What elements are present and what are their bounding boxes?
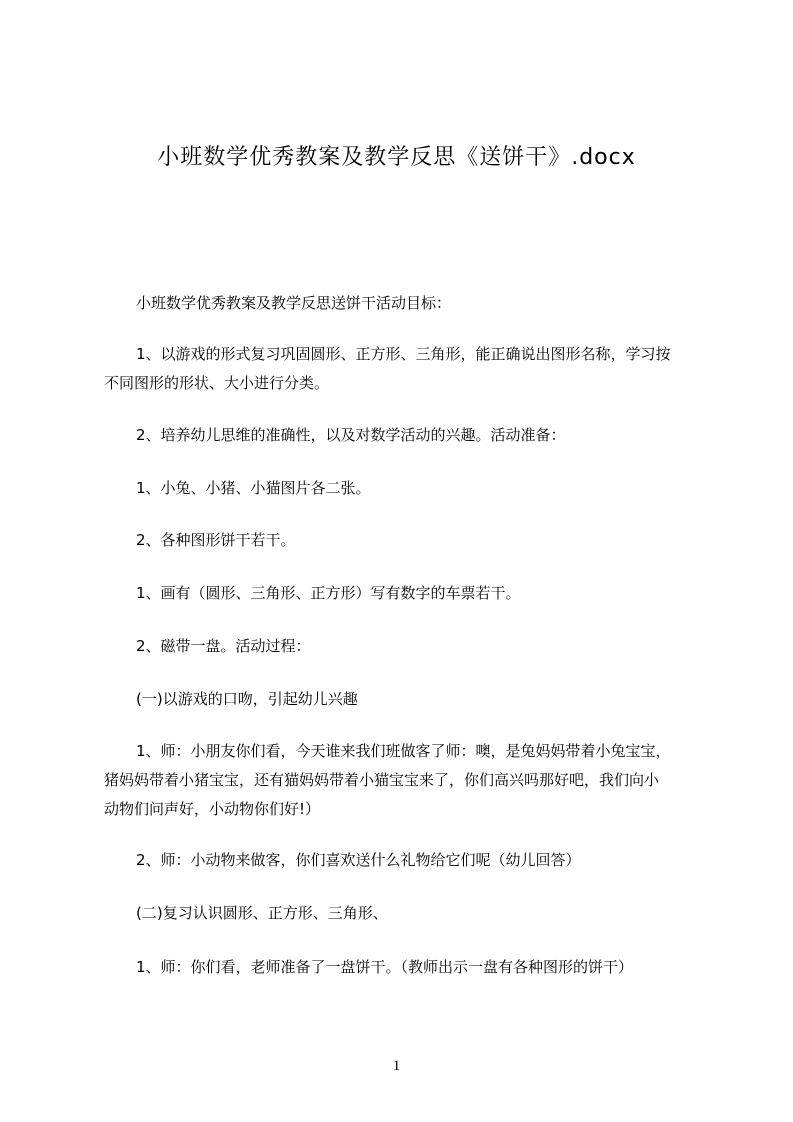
paragraph-line: (二)复习认识圆形、正方形、三角形、	[136, 904, 388, 922]
paragraph-line: 1、师：小朋友你们看，今天谁来我们班做客了师：噢，是兔妈妈带着小兔宝宝，	[136, 742, 671, 760]
paragraph-line: 1、以游戏的形式复习巩固圆形、正方形、三角形，能正确说出图形名称，学习按	[136, 345, 671, 363]
paragraph-line: 1、师：你们看，老师准备了一盘饼干。（教师出示一盘有各种图形的饼干）	[136, 958, 634, 976]
paragraph-step-1-1	[104, 737, 704, 824]
document-title: 小班数学优秀教案及教学反思《送饼干》.docx	[157, 145, 636, 170]
paragraph-line: 2、各种图形饼干若干。	[136, 531, 296, 549]
page-number: 1	[392, 1058, 401, 1074]
paragraph-prep-4	[104, 632, 704, 661]
paragraph-line: 小班数学优秀教案及教学反思送饼干活动目标：	[136, 294, 452, 312]
paragraph-step-2-1	[104, 953, 704, 982]
paragraph-prep-2	[104, 526, 704, 555]
paragraph-line: 2、磁带一盘。活动过程：	[136, 637, 311, 655]
paragraph-goal-1	[104, 340, 704, 398]
paragraph-step-2-heading	[104, 899, 704, 928]
paragraph-line: 2、培养幼儿思维的准确性，以及对数学活动的兴趣。活动准备：	[136, 426, 566, 444]
paragraph-line: 猪妈妈带着小猪宝宝，还有猫妈妈带着小猫宝宝来了，你们高兴吗那好吧，我们向小	[104, 771, 660, 789]
paragraph-line: 1、画有（圆形、三角形、正方形）写有数字的车票若干。	[136, 584, 521, 602]
paragraph-goal-2	[104, 421, 704, 450]
paragraph-line: 2、师：小动物来做客，你们喜欢送什么礼物给它们呢（幼儿回答）	[136, 851, 581, 869]
paragraph-line: 1、小兔、小猪、小猫图片各二张。	[136, 479, 371, 497]
paragraph-prep-3	[104, 579, 704, 608]
paragraph-line: 不同图形的形状、大小进行分类。	[104, 374, 330, 392]
paragraph-step-1-heading	[104, 685, 704, 714]
paragraph-step-1-2	[104, 846, 704, 875]
paragraph-prep-1	[104, 474, 704, 503]
paragraph-line: (一)以游戏的口吻，引起幼儿兴趣	[136, 690, 358, 708]
paragraph-objectives-heading	[104, 289, 704, 318]
paragraph-line: 动物们问声好，小动物你们好!）	[104, 800, 321, 818]
